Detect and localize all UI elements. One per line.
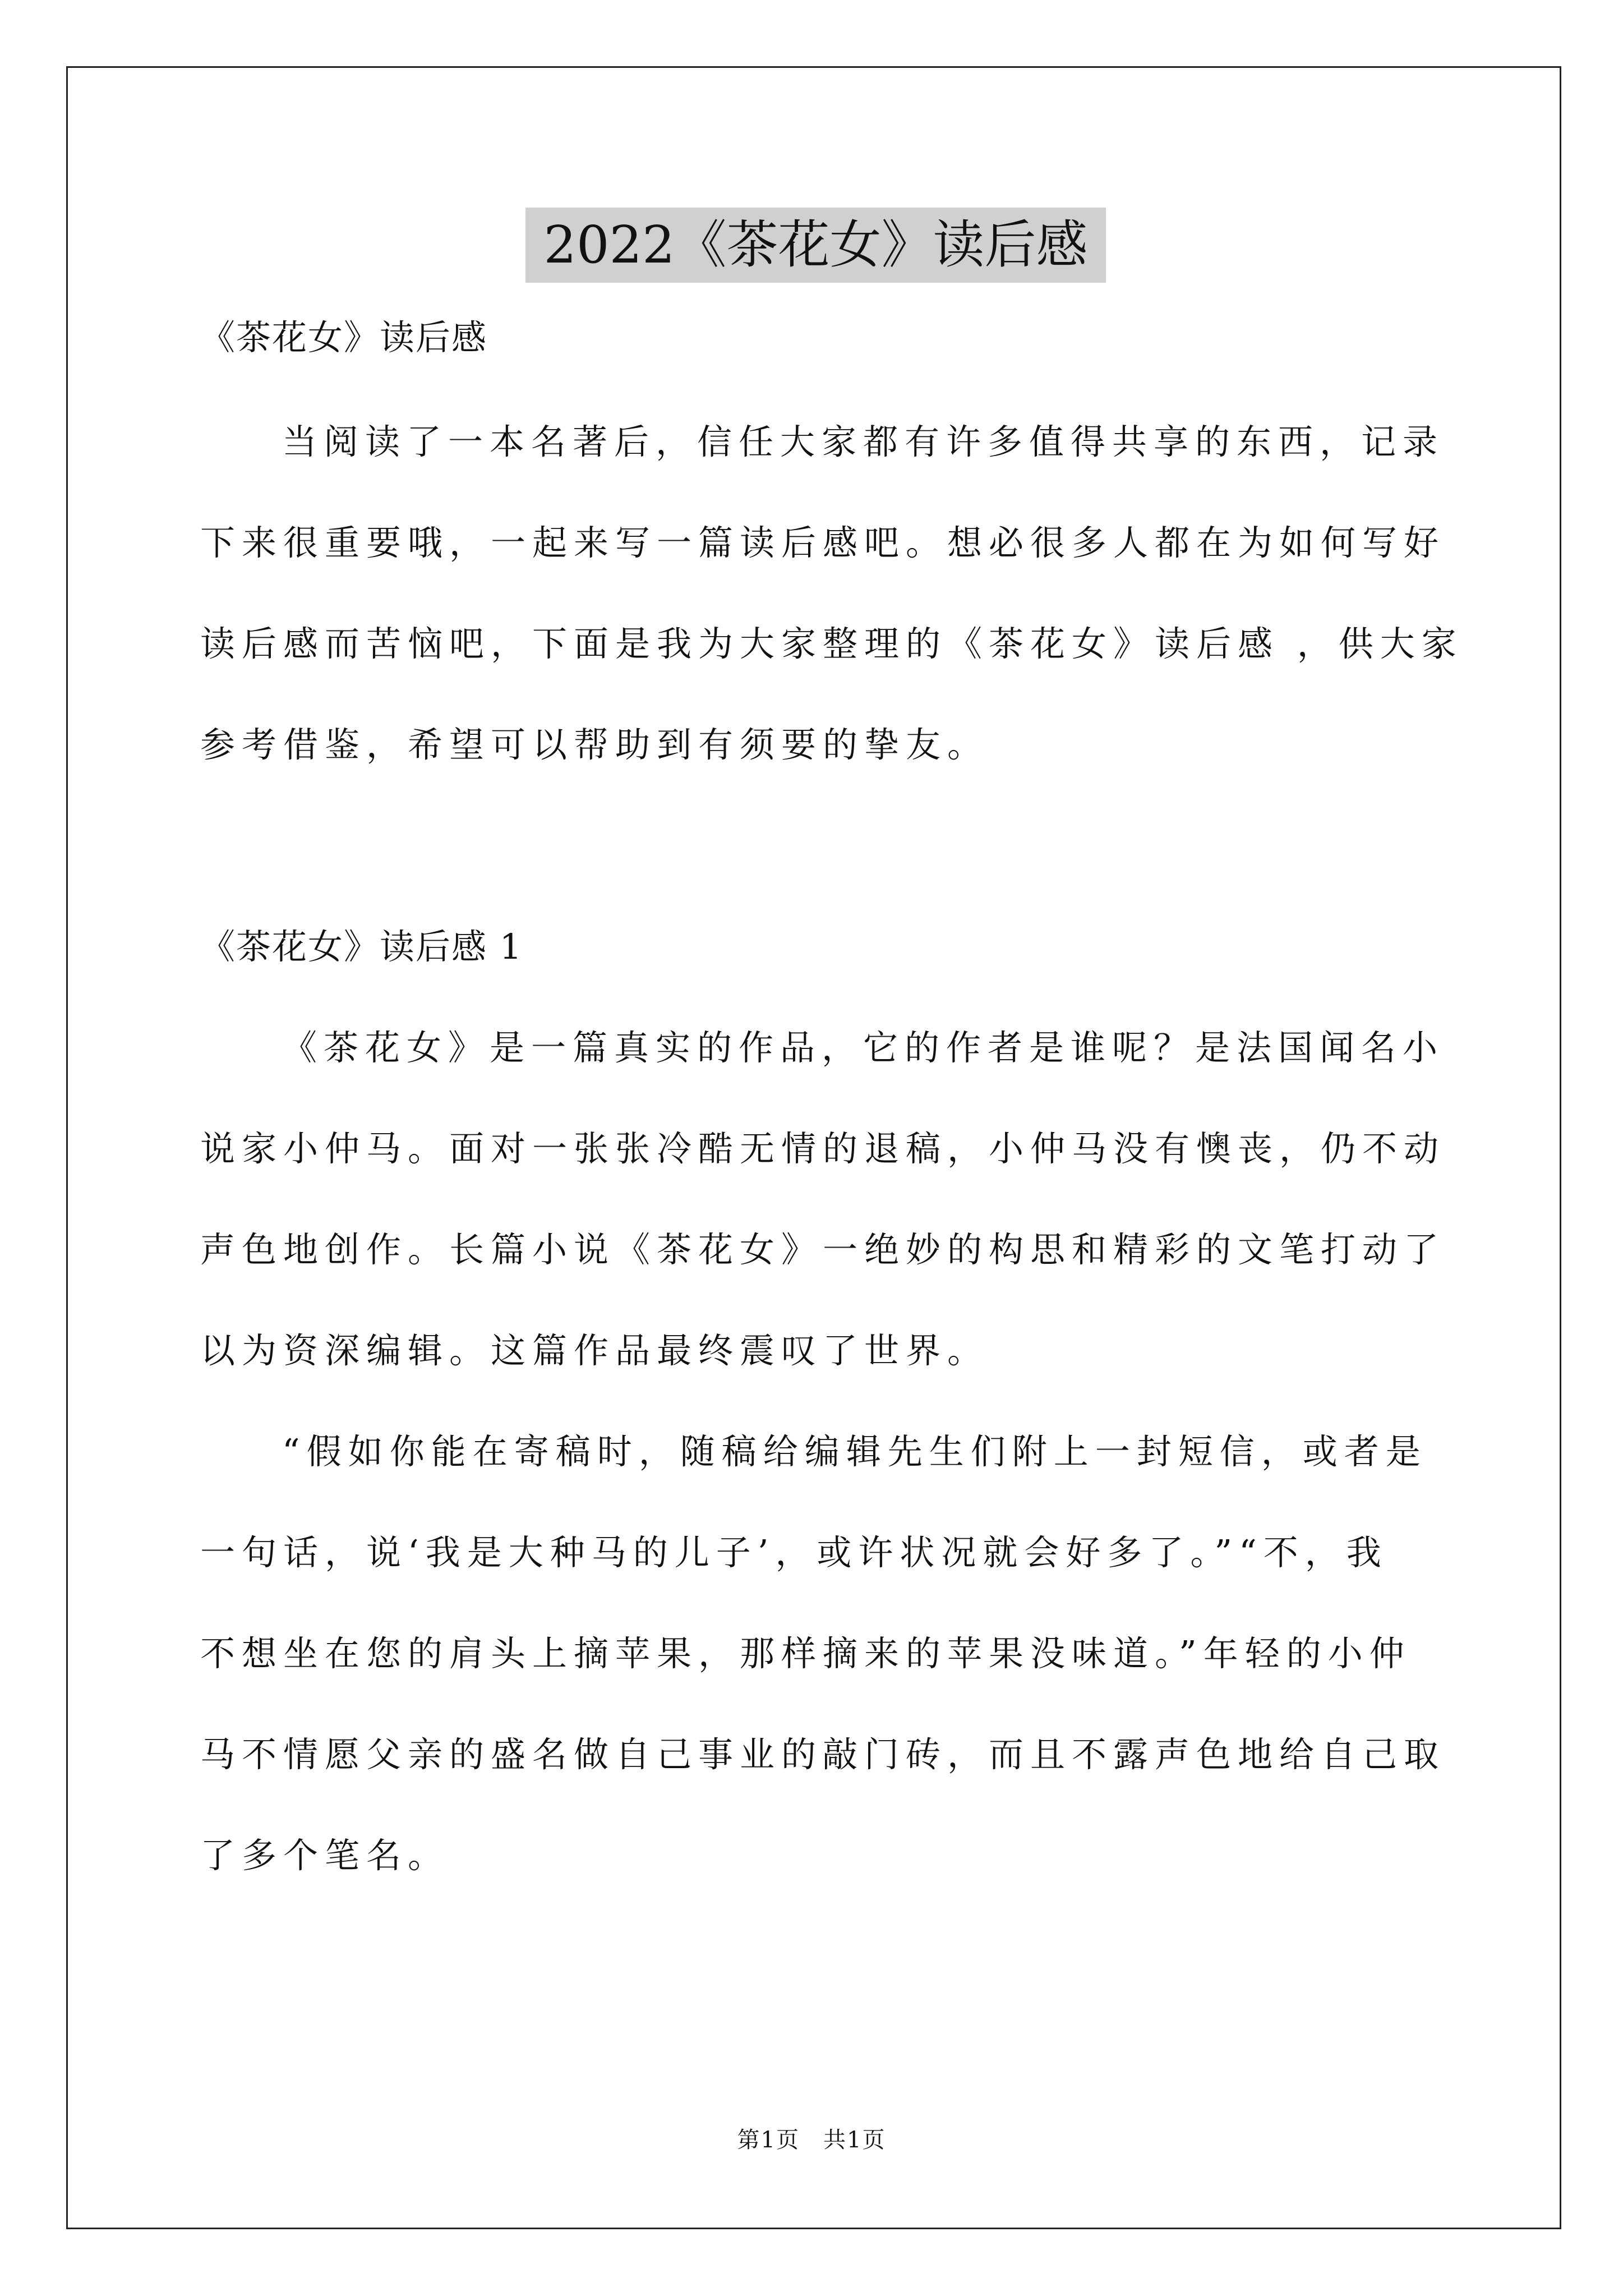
paragraph1-line-2: 说家小仲马。面对一张张冷酷无情的退稿，小仲马没有懊丧，仍不动 — [200, 1128, 1446, 1169]
paragraph2-line-5: 了多个笔名。 — [200, 1835, 450, 1876]
section-heading: 《茶花女》读后感 1 — [200, 926, 523, 967]
paragraph2-line-3: 不想坐在您的肩头上摘苹果，那样摘来的苹果没味道。”年轻的小仲 — [200, 1633, 1411, 1674]
paragraph1-line-1: 《茶花女》是一篇真实的作品，它的作者是谁呢？是法国闻名小 — [282, 1027, 1445, 1068]
document-title: 2022《茶花女》读后感 — [525, 208, 1105, 283]
paragraph1-line-3: 声色地创作。长篇小说《茶花女》一绝妙的构思和精彩的文笔打动了 — [200, 1229, 1446, 1270]
page-footer: 第1页 共1页 — [737, 2127, 886, 2153]
intro-line-3: 读后感而苦恼吧，下面是我为大家整理的《茶花女》读后感 ，供大家 — [200, 623, 1463, 664]
intro-line-4: 参考借鉴，希望可以帮助到有须要的挚友。 — [200, 724, 989, 765]
paragraph2-line-4: 马不情愿父亲的盛名做自己事业的敲门砖，而且不露声色地给自己取 — [200, 1734, 1446, 1775]
paragraph2-line-2: 一句话，说‘我是大种马的儿子’，或许状况就会好多了。”“不，我 — [200, 1532, 1388, 1573]
paragraph2-line-1: “假如你能在寄稿时，随稿给编辑先生们附上一封短信，或者是 — [282, 1431, 1427, 1472]
title-container — [200, 208, 1431, 283]
document-heading: 《茶花女》读后感 — [200, 317, 488, 358]
paragraph1-line-4: 以为资深编辑。这篇作品最终震叹了世界。 — [200, 1330, 989, 1371]
intro-line-1: 当阅读了一本名著后，信任大家都有许多值得共享的东西，记录 — [282, 421, 1445, 462]
intro-line-2: 下来很重要哦，一起来写一篇读后感吧。想必很多人都在为如何写好 — [200, 522, 1446, 563]
